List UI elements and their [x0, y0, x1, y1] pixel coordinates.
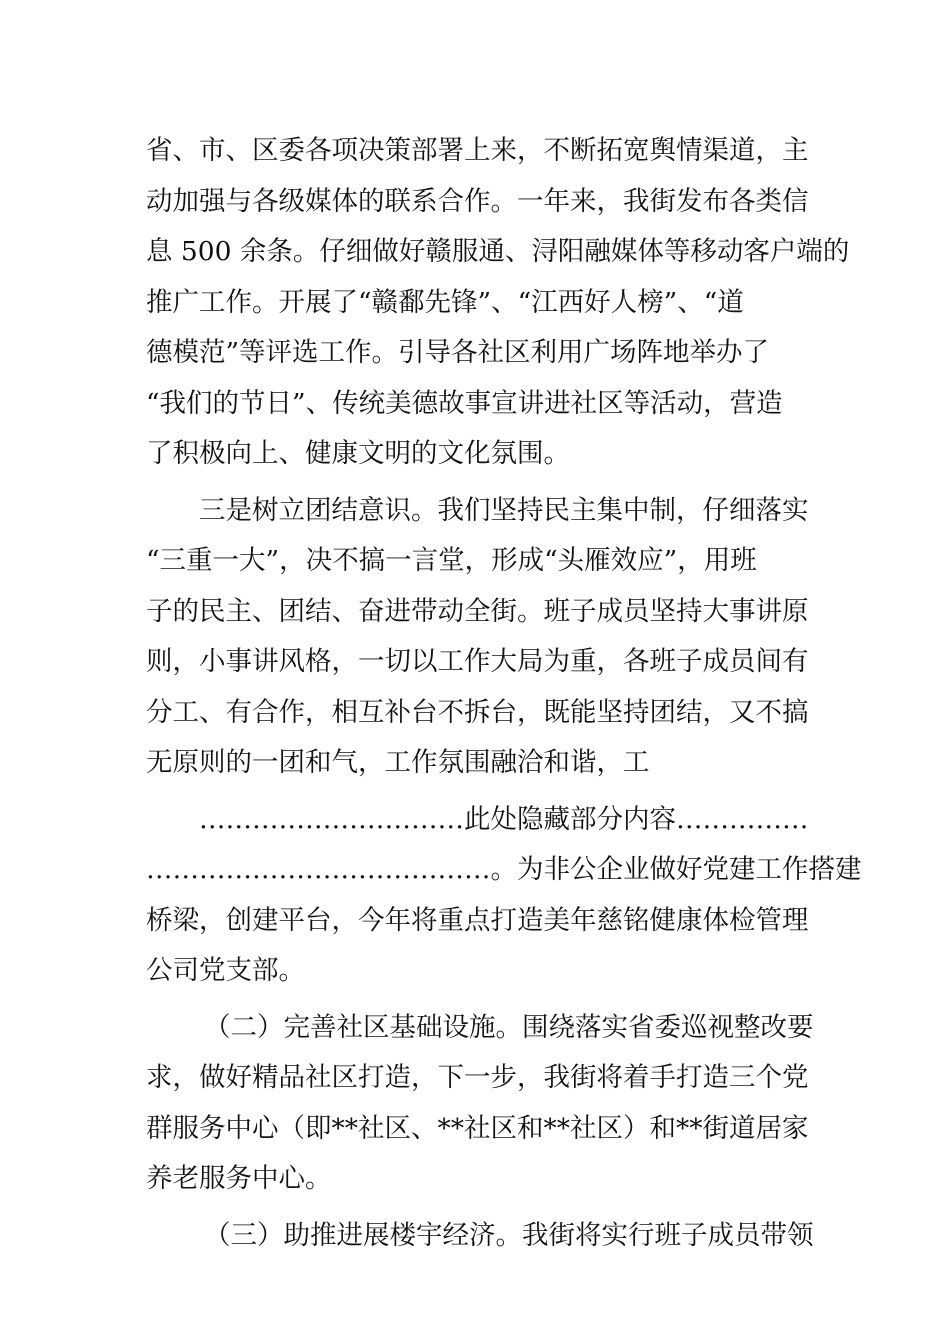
- text-line: 了积极向上、健康文明的文化氛围。: [146, 438, 570, 469]
- section-heading-line: （二）完善社区基础设施。围绕落实省委巡视整改要: [204, 1011, 814, 1043]
- text-line: 养老服务中心。: [146, 1163, 332, 1194]
- text-line: “我们的节日”、传统美德故事宣讲进社区等活动，营造: [146, 387, 783, 419]
- text-line: 三是树立团结意识。我们坚持民主集中制，仔细落实: [199, 494, 809, 526]
- text-line: 省、市、区委各项决策部署上来，不断拓宽舆情渠道，主: [146, 135, 809, 166]
- text-line: 德模范”等评选工作。引导各社区利用广场阵地举办了: [146, 337, 770, 368]
- text-line: 子的民主、团结、奋进带动全街。班子成员坚持大事讲原: [146, 595, 809, 627]
- text-line: 桥梁，创建平台，今年将重点打造美年慈铭健康体检管理: [146, 904, 809, 936]
- section-heading-line: （三）助推进展楼宇经济。我街将实行班子成员带领: [204, 1219, 814, 1251]
- text-line: 则，小事讲风格，一切以工作大局为重，各班子成员间有: [146, 646, 809, 677]
- text-line: 公司党支部。: [146, 955, 305, 986]
- text-line: 无原则的一团和气，工作氛围融洽和谐，工: [146, 747, 650, 778]
- hidden-content-notice: …………………………此处隐藏部分内容……………: [199, 803, 809, 835]
- text-line: 求，做好精品社区打造，下一步，我街将着手打造三个党: [146, 1062, 809, 1093]
- text-line: 分工、有合作，相互补台不拆台，既能坚持团结，又不搞: [146, 696, 809, 728]
- text-line: 息 500 余条。仔细做好赣服通、浔阳融媒体等移动客户端的: [146, 236, 850, 267]
- text-line: …………………………………。为非公企业做好党建工作搭建: [146, 854, 862, 885]
- text-line: 推广工作。开展了“赣鄱先锋”、“江西好人榜”、“道: [146, 286, 744, 318]
- text-line: 群服务中心（即**社区、**社区和**社区）和**街道居家: [146, 1112, 809, 1144]
- document-body: [146, 126, 862, 1261]
- text-line: 动加强与各级媒体的联系合作。一年来，我街发布各类信: [146, 185, 809, 217]
- text-line: “三重一大”，决不搞一言堂，形成“头雁效应”，用班: [146, 545, 757, 576]
